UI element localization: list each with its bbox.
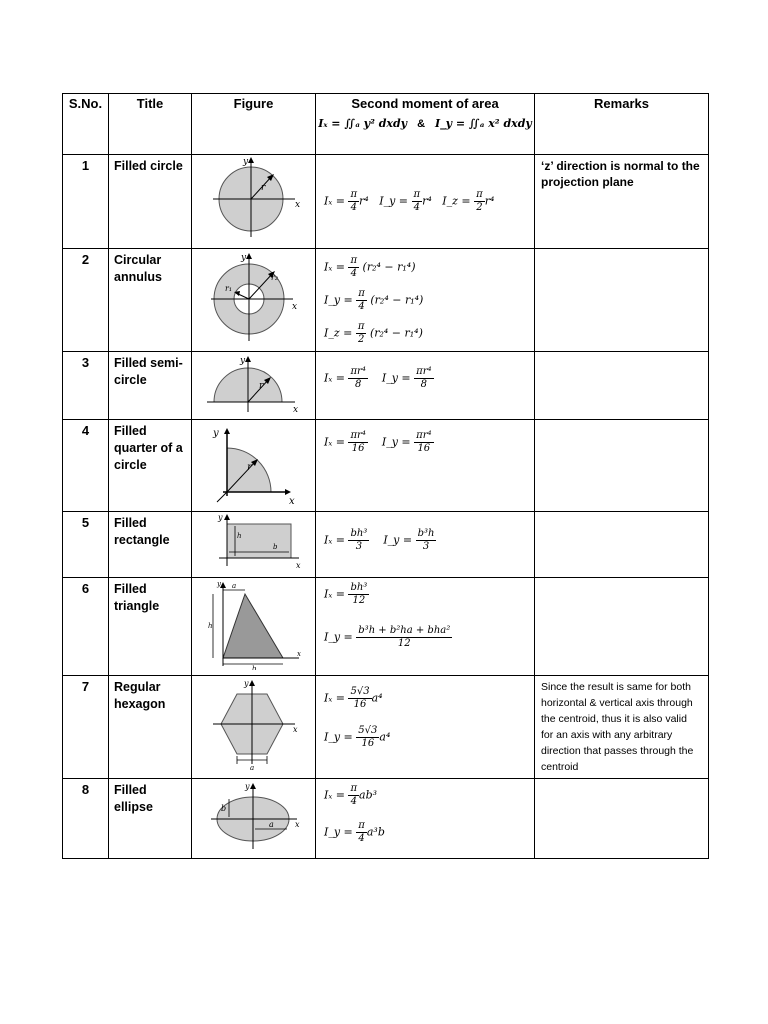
row-remarks — [535, 420, 709, 512]
row-sno: 7 — [63, 676, 109, 779]
formula-line: I_y = $\frac{\pi}{4}$ (r₂⁴ − r₁⁴) — [324, 288, 424, 312]
row-remarks: Since the result is same for both horizontal & vertical axis through the centroid, thus it is also valid for an axis with any arbitrary direction that passes through the centroid — [535, 676, 709, 779]
table-row — [63, 578, 709, 676]
row-sno: 1 — [63, 155, 109, 249]
x-axis-label: x — [294, 200, 300, 210]
formula-cell — [316, 249, 535, 352]
figure-filled-circle — [192, 155, 316, 249]
header-formula-x: Iₓ = ∬ₐ y² dxdy — [318, 117, 408, 130]
formula-line: Iₓ = $\frac{\text{bh³}}{3}$ I_y = $\frac{\text{b³h}}{3}$ — [324, 528, 435, 552]
table-row — [63, 155, 709, 249]
svg-text:y: y — [212, 428, 219, 439]
figure-ellipse — [192, 779, 316, 859]
formula-line: Iₓ = $\frac{\text{bh³}}{12}$ — [324, 582, 368, 606]
row-remarks — [535, 249, 709, 352]
formula-cell — [316, 352, 535, 420]
svg-text:a: a — [268, 820, 274, 829]
row-sno: 3 — [63, 352, 109, 420]
svg-text:y: y — [216, 580, 221, 588]
ellipse-diagram — [199, 779, 309, 853]
annulus-diagram — [199, 249, 309, 345]
header-sno: S.No. — [63, 94, 109, 155]
header-figure: Figure — [192, 94, 316, 155]
row-sno: 5 — [63, 512, 109, 578]
semicircle-diagram — [199, 352, 309, 414]
row-remarks — [535, 578, 709, 676]
table-row — [63, 420, 709, 512]
svg-text:r: r — [258, 381, 263, 391]
svg-text:a: a — [249, 764, 254, 772]
row-title: Filled semi-circle — [109, 352, 192, 420]
formula-cell — [316, 420, 535, 512]
formula-cell — [316, 512, 535, 578]
table-row — [63, 352, 709, 420]
row-remarks — [535, 352, 709, 420]
table-row — [63, 249, 709, 352]
row-title: Circular annulus — [109, 249, 192, 352]
figure-triangle — [192, 578, 316, 676]
svg-text:y: y — [240, 253, 246, 263]
row-title: Filled circle — [109, 155, 192, 249]
svg-text:b: b — [251, 665, 256, 670]
row-title: Filled ellipse — [109, 779, 192, 859]
svg-text:x: x — [296, 650, 301, 658]
filled-circle-diagram — [199, 155, 309, 239]
svg-text:y: y — [239, 356, 245, 366]
formula-line: Iₓ = $\frac{\pi}{4}$ r⁴ I_y = $\frac{\pi}{4}$ r⁴ I_z = $\frac{\pi}{2}$ r⁴ — [324, 189, 495, 213]
figure-rectangle — [192, 512, 316, 578]
row-sno: 6 — [63, 578, 109, 676]
header-formulas — [316, 117, 534, 130]
svg-text:x: x — [292, 405, 298, 414]
moment-of-area-table — [62, 93, 709, 859]
svg-text:r: r — [246, 462, 252, 473]
svg-text:h: h — [207, 622, 213, 630]
figure-hexagon — [192, 676, 316, 779]
formula-line: I_y = $\frac{5√3}{16}$ a⁴ — [324, 725, 391, 749]
header-formula-y: I_y = ∬ₐ x² dxdy — [435, 117, 532, 130]
row-sno: 4 — [63, 420, 109, 512]
row-title: Filled quarter of a circle — [109, 420, 192, 512]
formula-line: Iₓ = $\frac{\text{πr⁴}}{16}$ I_y = $\frac{\text{πr⁴}}{16}$ — [324, 430, 432, 454]
header-title: Title — [109, 94, 192, 155]
svg-text:b: b — [272, 543, 277, 551]
formula-line: I_y = $\frac{\text{b³h + b²ha + bha²}}{12}$ — [324, 625, 451, 649]
row-remarks — [535, 779, 709, 859]
table-row — [63, 676, 709, 779]
row-sno: 8 — [63, 779, 109, 859]
triangle-diagram — [199, 578, 309, 670]
table-row — [63, 512, 709, 578]
figure-quarter-circle — [192, 420, 316, 512]
row-sno: 2 — [63, 249, 109, 352]
svg-text:h: h — [236, 532, 242, 540]
svg-text:y: y — [243, 679, 249, 688]
svg-text:x: x — [294, 820, 300, 829]
header-amp: & — [417, 117, 426, 130]
svg-text:r₂: r₂ — [270, 273, 278, 282]
formula-cell — [316, 779, 535, 859]
radius-label: r — [260, 183, 265, 193]
svg-text:x: x — [292, 725, 298, 734]
row-title: Filled triangle — [109, 578, 192, 676]
formula-line: I_z = $\frac{\pi}{2}$ (r₂⁴ − r₁⁴) — [324, 321, 423, 345]
svg-text:r₁: r₁ — [224, 284, 232, 293]
figure-semicircle — [192, 352, 316, 420]
figure-circular-annulus — [192, 249, 316, 352]
row-title: Filled rectangle — [109, 512, 192, 578]
formula-line: Iₓ = $\frac{5√3}{16}$ a⁴ — [324, 686, 383, 710]
header-row — [63, 94, 709, 155]
formula-cell — [316, 578, 535, 676]
quarter-circle-diagram — [199, 420, 309, 506]
formula-line: Iₓ = $\frac{\pi}{4}$ ab³ — [324, 783, 378, 807]
formula-line: Iₓ = $\frac{\pi}{4}$ (r₂⁴ − r₁⁴) — [324, 255, 416, 279]
row-remarks: ‘z’ direction is normal to the projection plane — [535, 155, 709, 249]
svg-text:b: b — [220, 804, 226, 813]
header-remarks: Remarks — [535, 94, 709, 155]
header-second-moment — [316, 94, 535, 155]
formula-cell — [316, 676, 535, 779]
svg-text:x: x — [291, 302, 297, 312]
hexagon-diagram — [199, 676, 309, 772]
y-axis-label: y — [242, 157, 248, 167]
svg-text:y: y — [217, 513, 223, 522]
formula-line: I_y = $\frac{\pi}{4}$ a³b — [324, 820, 385, 844]
svg-text:y: y — [244, 782, 250, 791]
formula-cell — [316, 155, 535, 249]
svg-text:x: x — [295, 561, 301, 570]
header-second-moment-label: Second moment of area — [351, 96, 499, 111]
svg-text:x: x — [288, 496, 295, 506]
rectangle-diagram — [199, 512, 309, 572]
svg-text:a: a — [231, 582, 236, 590]
row-remarks — [535, 512, 709, 578]
table-row — [63, 779, 709, 859]
row-title: Regular hexagon — [109, 676, 192, 779]
formula-line: Iₓ = $\frac{\text{πr⁴}}{8}$ I_y = $\frac{\text{πr⁴}}{8}$ — [324, 366, 432, 390]
